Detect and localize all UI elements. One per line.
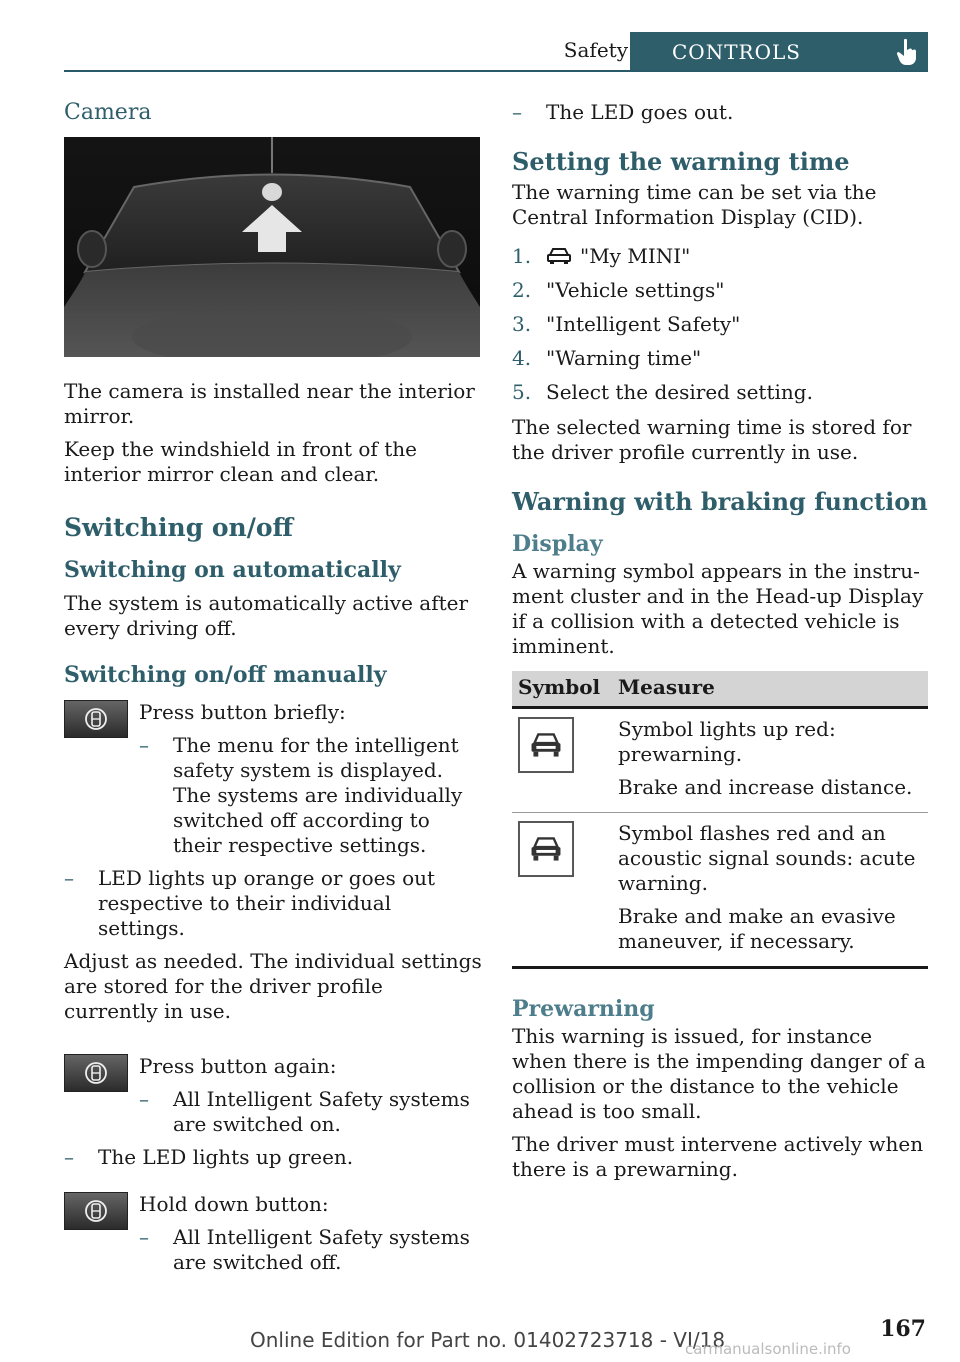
row1-text-a: Symbol lights up red: prewarning. bbox=[618, 717, 836, 766]
front-car-warning-icon bbox=[518, 821, 574, 877]
press-again-detail-2: – The LED lights up green. bbox=[64, 1145, 482, 1170]
auto-heading: Switching on automatically bbox=[64, 557, 401, 583]
row1-text-b: Brake and increase distance. bbox=[618, 775, 913, 799]
camera-text-1: The camera is installed near the interior mirror. bbox=[64, 379, 475, 428]
braking-heading: Warning with braking function bbox=[512, 487, 928, 516]
symbol-table bbox=[512, 671, 928, 969]
watermark: carmanualsonline.info bbox=[685, 1340, 851, 1358]
step-2: 2. "Vehicle settings" bbox=[512, 278, 725, 302]
camera-heading: Camera bbox=[64, 100, 152, 125]
press-briefly-text: Press button briefly: bbox=[139, 700, 346, 724]
col-measure: Measure bbox=[612, 671, 928, 708]
right-column bbox=[512, 100, 928, 1190]
press-again-block bbox=[64, 1054, 482, 1137]
page-number: 167 bbox=[880, 1316, 926, 1342]
hold-down-text: Hold down button: bbox=[139, 1192, 329, 1216]
hold-down-detail-1: – All Intelligent Safety systems are switched off. bbox=[139, 1225, 482, 1275]
step-4: 4. "Warning time" bbox=[512, 346, 702, 370]
press-again-detail-1: – All Intelligent Safety systems are switched on. bbox=[139, 1087, 482, 1137]
adjust-text: Adjust as needed. The individual settings are stored for the driver profile currently in use. bbox=[64, 949, 482, 1023]
press-briefly-detail-1: – The menu for the intelligent safety system is displayed. The systems are individually switched off according to their respective settings. bbox=[139, 733, 482, 858]
led-goes-out: – The LED goes out. bbox=[512, 100, 928, 125]
switching-heading: Switching on/off bbox=[64, 513, 294, 542]
hold-down-block bbox=[64, 1192, 482, 1275]
intelligent-safety-button-icon bbox=[64, 700, 128, 738]
car-icon bbox=[546, 247, 572, 265]
display-text: A warning symbol appears in the instrument cluster and in the Head-up Display if a collision with a detected vehicle is imminent. bbox=[512, 559, 924, 658]
page-header bbox=[64, 32, 928, 72]
row2-text-a: Symbol flashes red and an acoustic signal sounds: acute warning. bbox=[618, 821, 916, 895]
warning-time-heading: Setting the warning time bbox=[512, 147, 850, 176]
camera-text-2: Keep the windshield in front of the interior mirror clean and clear. bbox=[64, 437, 417, 486]
intelligent-safety-button-icon bbox=[64, 1192, 128, 1230]
table-row bbox=[512, 813, 928, 968]
prewarning-text-1: This warning is issued, for instance when there is the impending danger of a collision or the distance to the vehicle ahead is too small. bbox=[512, 1024, 926, 1123]
row2-text-b: Brake and make an evasive maneuver, if necessary. bbox=[618, 904, 896, 953]
hand-pointer-icon bbox=[896, 38, 918, 70]
table-row bbox=[512, 708, 928, 813]
prewarning-text-2: The driver must intervene actively when there is a prewarning. bbox=[512, 1132, 924, 1181]
header-section: Safety bbox=[563, 38, 628, 62]
step-1: 1. "My MINI" bbox=[512, 244, 691, 268]
header-rule bbox=[64, 70, 928, 72]
stored-text: The selected warning time is stored for the driver profile currently in use. bbox=[512, 415, 912, 464]
footer-edition: Online Edition for Part no. 01402723718 - VI/18 bbox=[250, 1328, 726, 1352]
header-chapter-box bbox=[630, 32, 928, 72]
intelligent-safety-button-icon bbox=[64, 1054, 128, 1092]
step-5: 5. Select the desired setting. bbox=[512, 380, 813, 404]
front-car-warning-icon bbox=[518, 717, 574, 773]
step-3: 3. "Intelligent Safety" bbox=[512, 312, 741, 336]
press-again-text: Press button again: bbox=[139, 1054, 337, 1078]
header-chapter: CONTROLS bbox=[672, 40, 801, 64]
display-heading: Display bbox=[512, 531, 603, 557]
prewarning-heading: Prewarning bbox=[512, 996, 655, 1022]
press-briefly-block bbox=[64, 700, 482, 858]
warning-time-steps bbox=[512, 244, 928, 405]
left-column bbox=[64, 100, 482, 1283]
press-briefly-detail-2: – LED lights up orange or goes out respective to their individual settings. bbox=[64, 866, 482, 941]
manual-heading: Switching on/off manually bbox=[64, 662, 387, 688]
auto-text: The system is automatically active after every driving off. bbox=[64, 591, 469, 640]
warning-time-text: The warning time can be set via the Central Information Display (CID). bbox=[512, 180, 877, 229]
col-symbol: Symbol bbox=[512, 671, 612, 708]
windshield-camera-image bbox=[64, 137, 480, 357]
